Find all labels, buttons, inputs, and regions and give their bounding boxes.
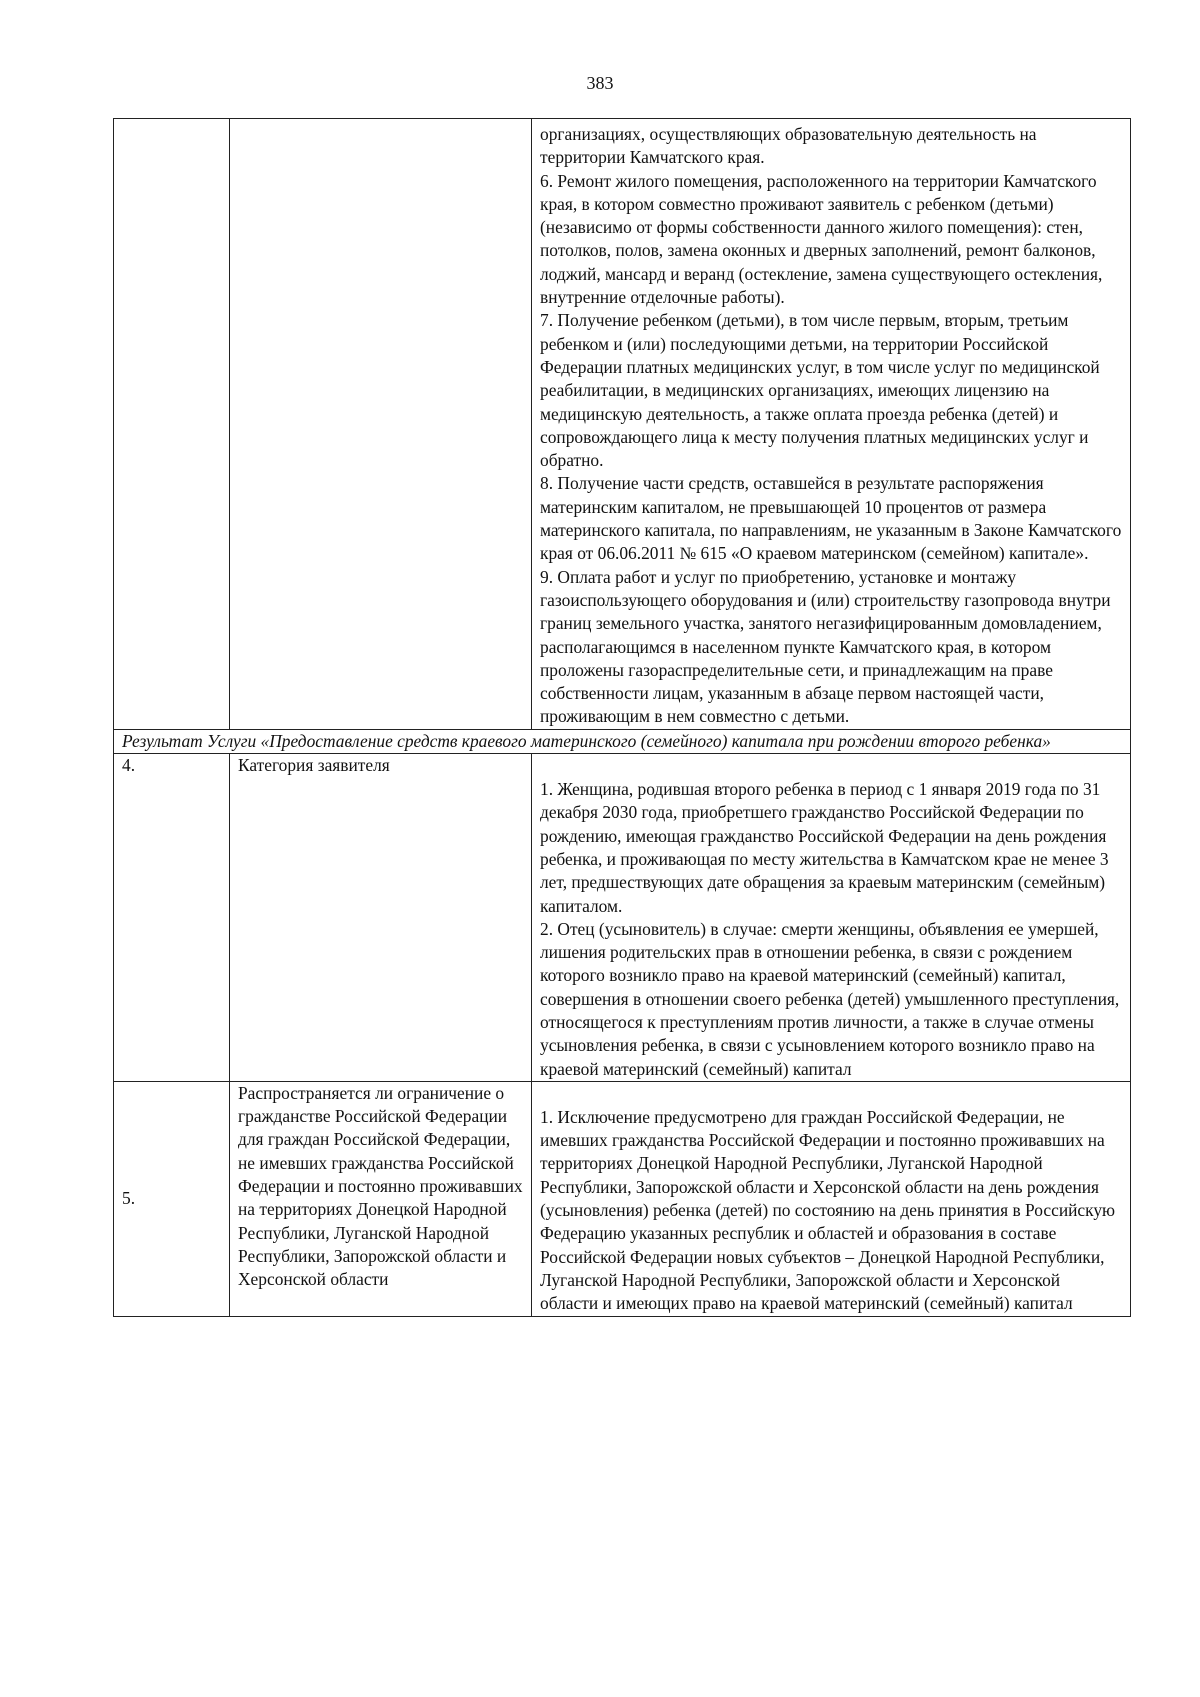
row-content: [532, 1081, 1131, 1316]
paragraph: 1. Женщина, родившая второго ребенка в период с 1 января 2019 года по 31 декабря 2030 года, приобретшего гражданство Российской Федерации по рождению, имеющая гражданство Российской Федерации на день рождения ребенка, и проживающая по месту жительства в Камчатском крае не менее 3 лет, предшествующих дате обращения за краевым материнским (семейным) капиталом.: [540, 779, 1109, 916]
cell-label-empty: [230, 119, 532, 730]
table-row-section-header: [114, 729, 1131, 753]
page-number: 383: [586, 73, 614, 93]
section-title: Результат Услуги «Предоставление средств краевого материнского (семейного) капитала при рождении второго ребенка»: [114, 729, 1131, 753]
table-row-continuation: [114, 119, 1131, 730]
row-label: Категория заявителя: [230, 754, 532, 1082]
row-label: Распространяется ли ограничение о гражданстве Российской Федерации для граждан Российской Федерации, не имевших гражданства Российской Федерации и постоянно проживавших на территориях Донецкой Народной Республики, Луганской Народной Республики, Запорожской области и Херсонской области: [230, 1081, 532, 1316]
document-table: [113, 118, 1131, 1317]
paragraph: 9. Оплата работ и услуг по приобретению, установке и монтажу газоиспользующего оборудования и (или) строительству газопровода внутри границ земельного участка, занятого негазифицированным домовладением, располагающимся в населенном пункте Камчатского края, в котором проложены газораспределительные сети, и принадлежащим на праве собственности лицам, указанным в абзаце первом настоящей части, проживающим в нем совместно с детьми.: [540, 566, 1111, 727]
paragraph: 8. Получение части средств, оставшейся в результате распоряжения материнским капиталом, не превышающей 10 процентов от размера материнского капитала, по направлениям, не указанным в Законе Камчатского края от 06.06.2011 № 615 «О краевом материнском (семейном) капитале».: [540, 473, 1122, 564]
paragraph: 7. Получение ребенком (детьми), в том числе первым, вторым, третьим ребенком и (или) последующими детьми, на территории Российской Федерации платных медицинских услуг, в том числе услуг по медицинской реабилитации, в медицинских организациях, имеющих лицензию на медицинскую деятельность, а также оплата проезда ребенка (детей) и сопровождающего лица к месту получения платных медицинских услуг и обратно.: [540, 310, 1100, 471]
paragraph: 1. Исключение предусмотрено для граждан Российской Федерации, не имевших гражданства Российской Федерации и постоянно проживавших на территориях Донецкой Народной Республики, Луганской Народной Республики, Запорожской области и Херсонской области на день рождения (усыновления) ребенка (детей) по состоянию на день принятия в Российскую Федерацию указанных республик и областей и образования в составе Российской Федерации новых субъектов – Донецкой Народной Республики, Луганской Народной Республики, Запорожской области и Херсонской области и имеющих право на краевой материнский (семейный) капитал: [540, 1106, 1116, 1314]
row-number: 5.: [114, 1081, 230, 1316]
cell-continuation-content: [532, 119, 1131, 730]
paragraph: организациях, осуществляющих образовательную деятельность на территории Камчатского края.: [540, 124, 1037, 168]
table-row-4: [114, 754, 1131, 1082]
row-number: 4.: [114, 754, 230, 1082]
row-content: [532, 754, 1131, 1082]
paragraph: 6. Ремонт жилого помещения, расположенного на территории Камчатского края, в котором совместно проживают заявитель с ребенком (детьми) (независимо от формы собственности данного жилого помещения): стен, потолков, полов, замена оконных и дверных заполнений, ремонт балконов, лоджий, мансард и веранд (остекление, замена существующего остекления, внутренние отделочные работы).: [540, 170, 1103, 308]
cell-num-empty: [114, 119, 230, 730]
paragraph: 2. Отец (усыновитель) в случае: смерти женщины, объявления ее умершей, лишения родительских прав в отношении ребенка, в связи с рождением которого возникло право на краевой материнский (семейный) капитал, совершения в отношении своего ребенка (детей) умышленного преступления, относящегося к преступлениям против личности, а также в случае отмены усыновления ребенка, в связи с усыновлением которого возникло право на краевой материнский (семейный) капитал: [540, 918, 1120, 1079]
table-row-5: [114, 1081, 1131, 1316]
